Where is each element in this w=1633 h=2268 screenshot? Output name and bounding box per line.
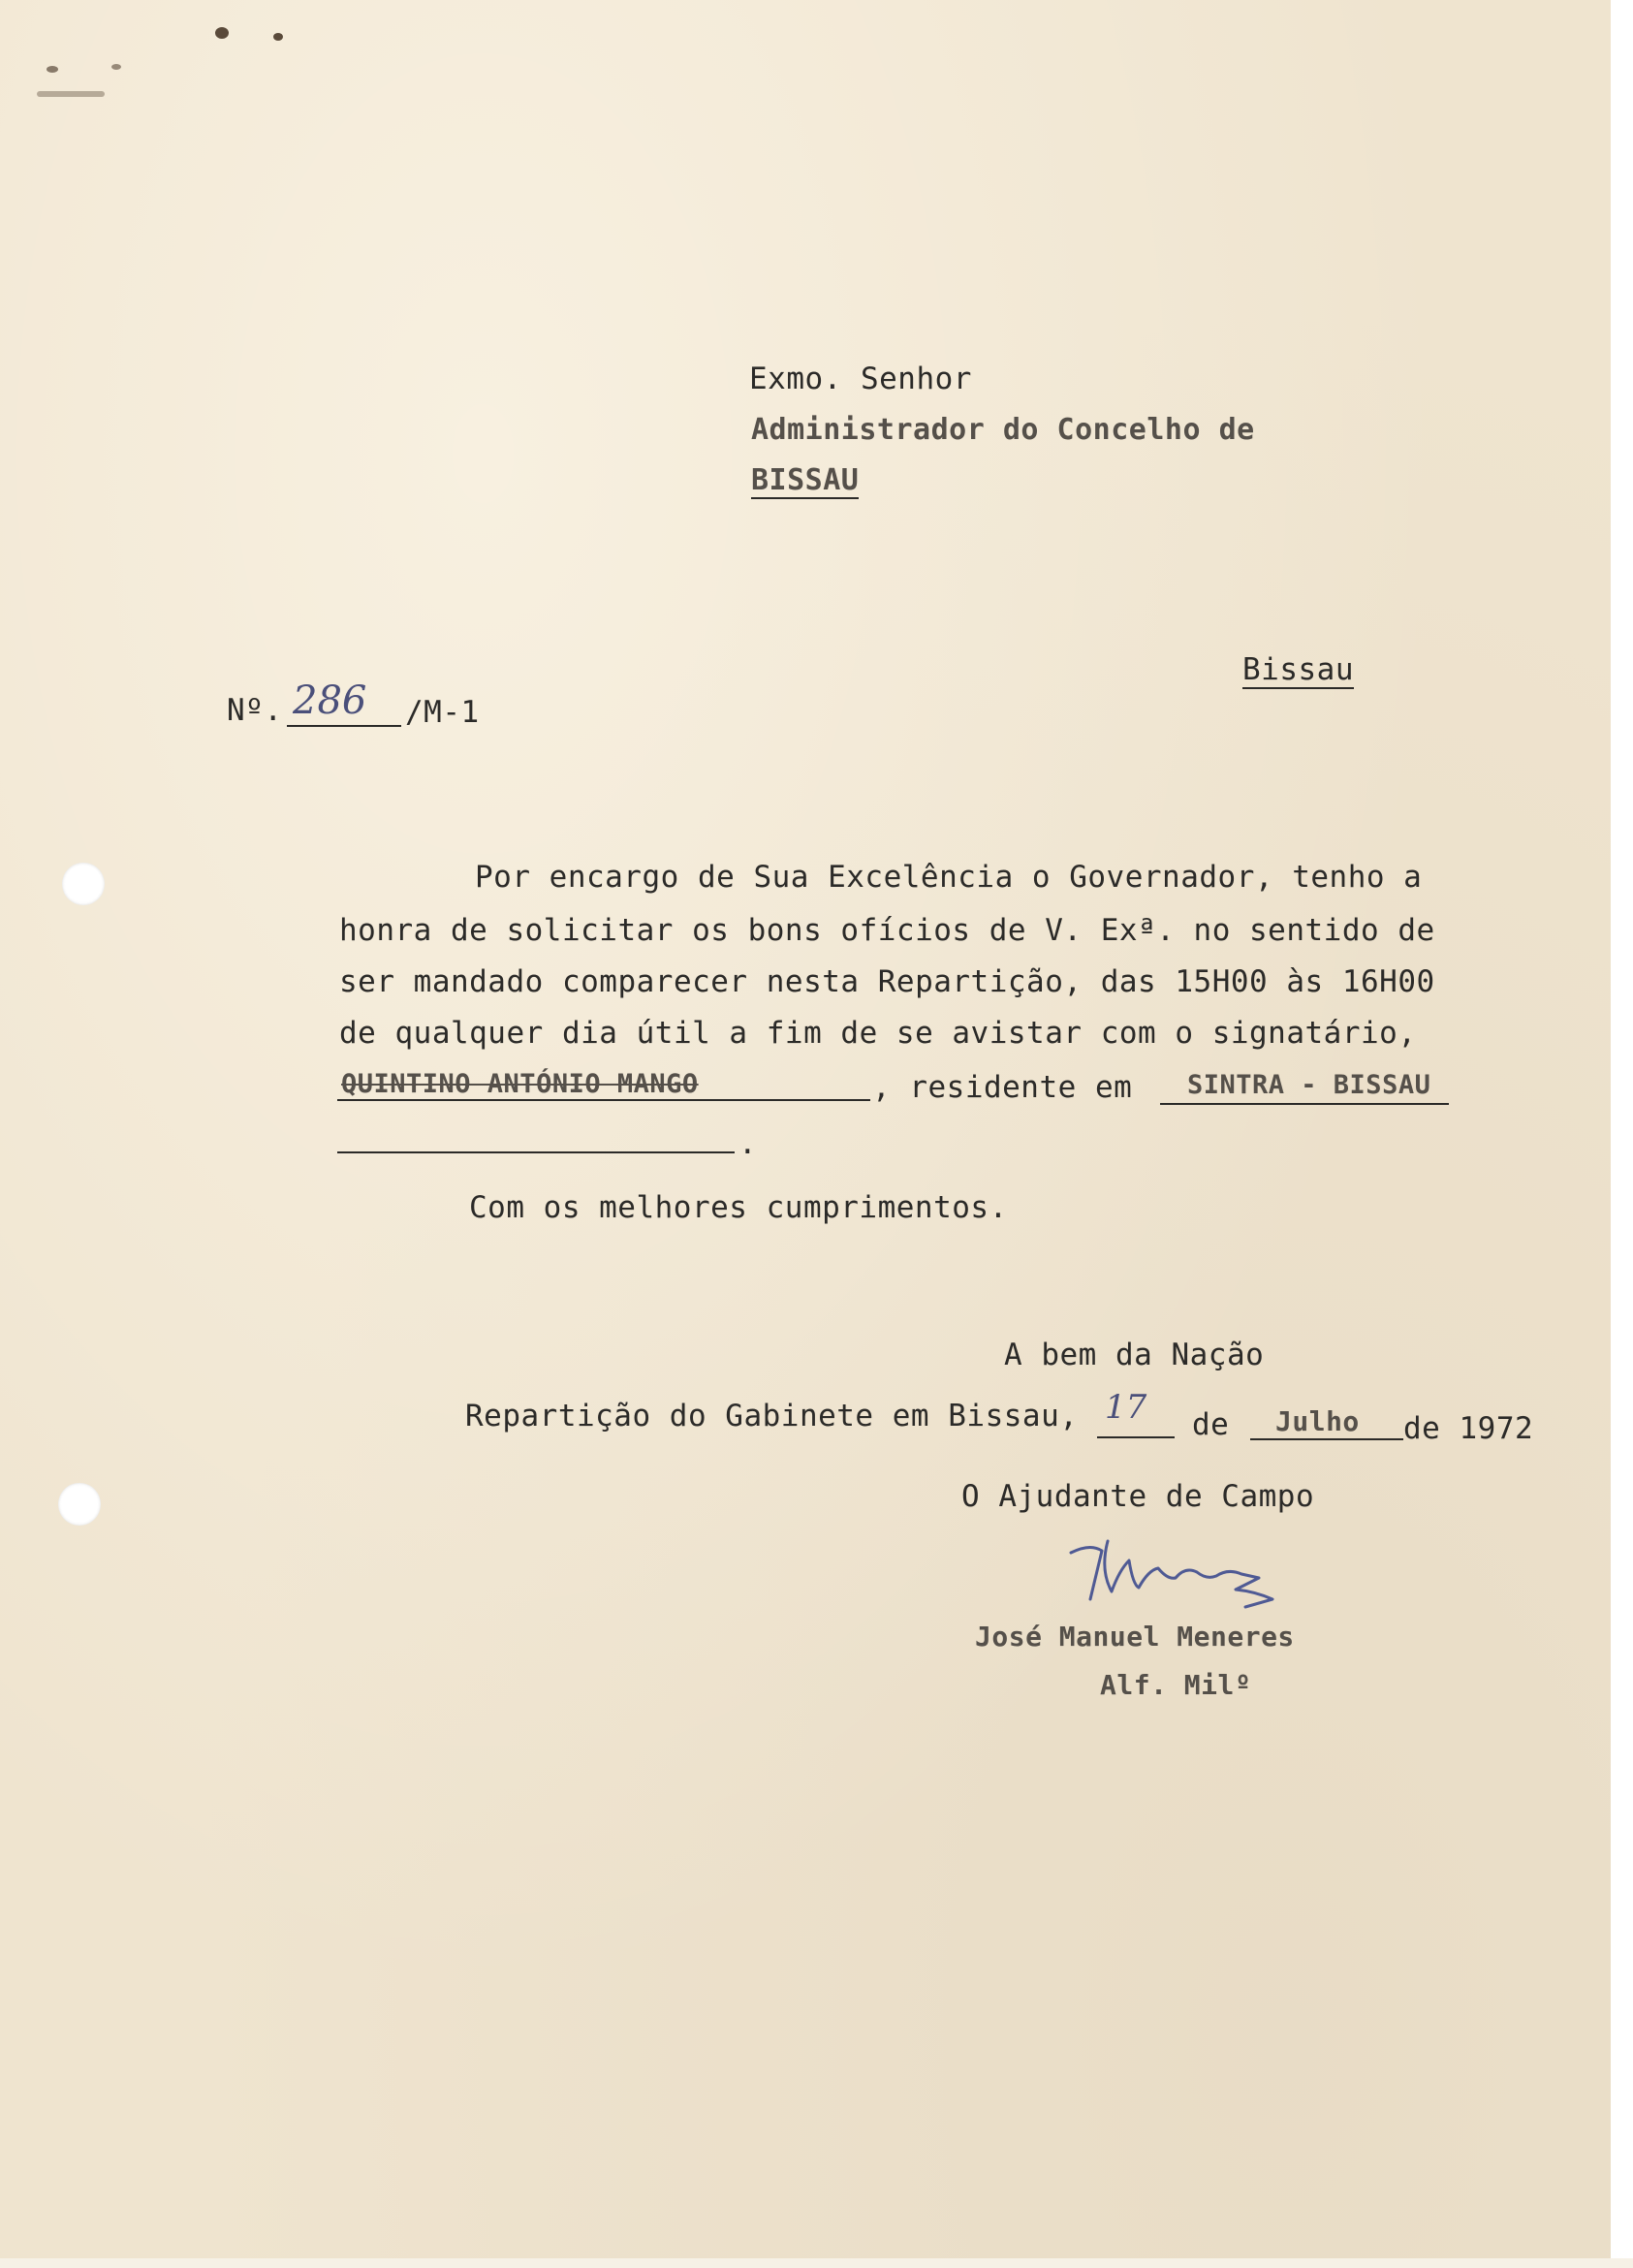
person-name: QUINTINO ANTÓNIO MANGO [341,1069,699,1099]
body-line-4: de qualquer dia útil a fim de se avistar com o signatário, [339,1016,1417,1051]
residence-label: , residente em [872,1070,1133,1105]
date-de-1: de [1192,1407,1230,1442]
residence-fill-line [1160,1103,1449,1105]
ink-stain [111,64,121,70]
body-line-1: Por encargo de Sua Excelência o Governador, tenho a [475,860,1423,895]
name-fill-line [337,1099,870,1101]
signatory-name: José Manuel Meneres [975,1621,1295,1653]
date-year: de 1972 [1403,1411,1534,1446]
page-edge [1611,0,1633,2268]
handwritten-signature [1061,1531,1294,1619]
continuation-period: . [738,1126,758,1161]
motto: A bem da Nação [1004,1338,1265,1372]
punch-hole [62,863,105,905]
date-day: 17 [1105,1388,1147,1427]
date-month: Julho [1275,1405,1360,1437]
addressee-city: BISSAU [751,463,860,497]
reference-prefix: Nº. [227,693,283,728]
ink-stain [273,33,283,41]
page-bottom-edge [0,2258,1633,2268]
reference-number: 286 [293,678,367,723]
closing: Com os melhores cumprimentos. [469,1190,1008,1225]
residence-place: SINTRA - BISSAU [1187,1070,1431,1100]
reference-line [287,725,401,727]
reference-suffix: /M-1 [405,695,480,730]
place-heading: Bissau [1242,652,1354,687]
body-line-3: ser mandado comparecer nesta Repartição, das 15H00 às 16H00 [339,964,1435,999]
date-prefix: Repartição do Gabinete em Bissau, [465,1399,1079,1433]
signatory-rank: Alf. Milº [1100,1669,1252,1701]
ink-stain [37,91,105,97]
addressee-line: Administrador do Concelho de [751,413,1255,447]
ink-stain [47,66,58,73]
signatory-title: O Ajudante de Campo [961,1479,1315,1514]
month-fill-line [1250,1438,1403,1440]
continuation-fill-line [337,1151,735,1153]
day-fill-line [1097,1436,1175,1438]
body-line-2: honra de solicitar os bons ofícios de V. Exª. no sentido de [339,913,1435,948]
punch-hole [58,1483,101,1526]
salutation: Exmo. Senhor [749,362,972,396]
ink-stain [215,27,229,39]
